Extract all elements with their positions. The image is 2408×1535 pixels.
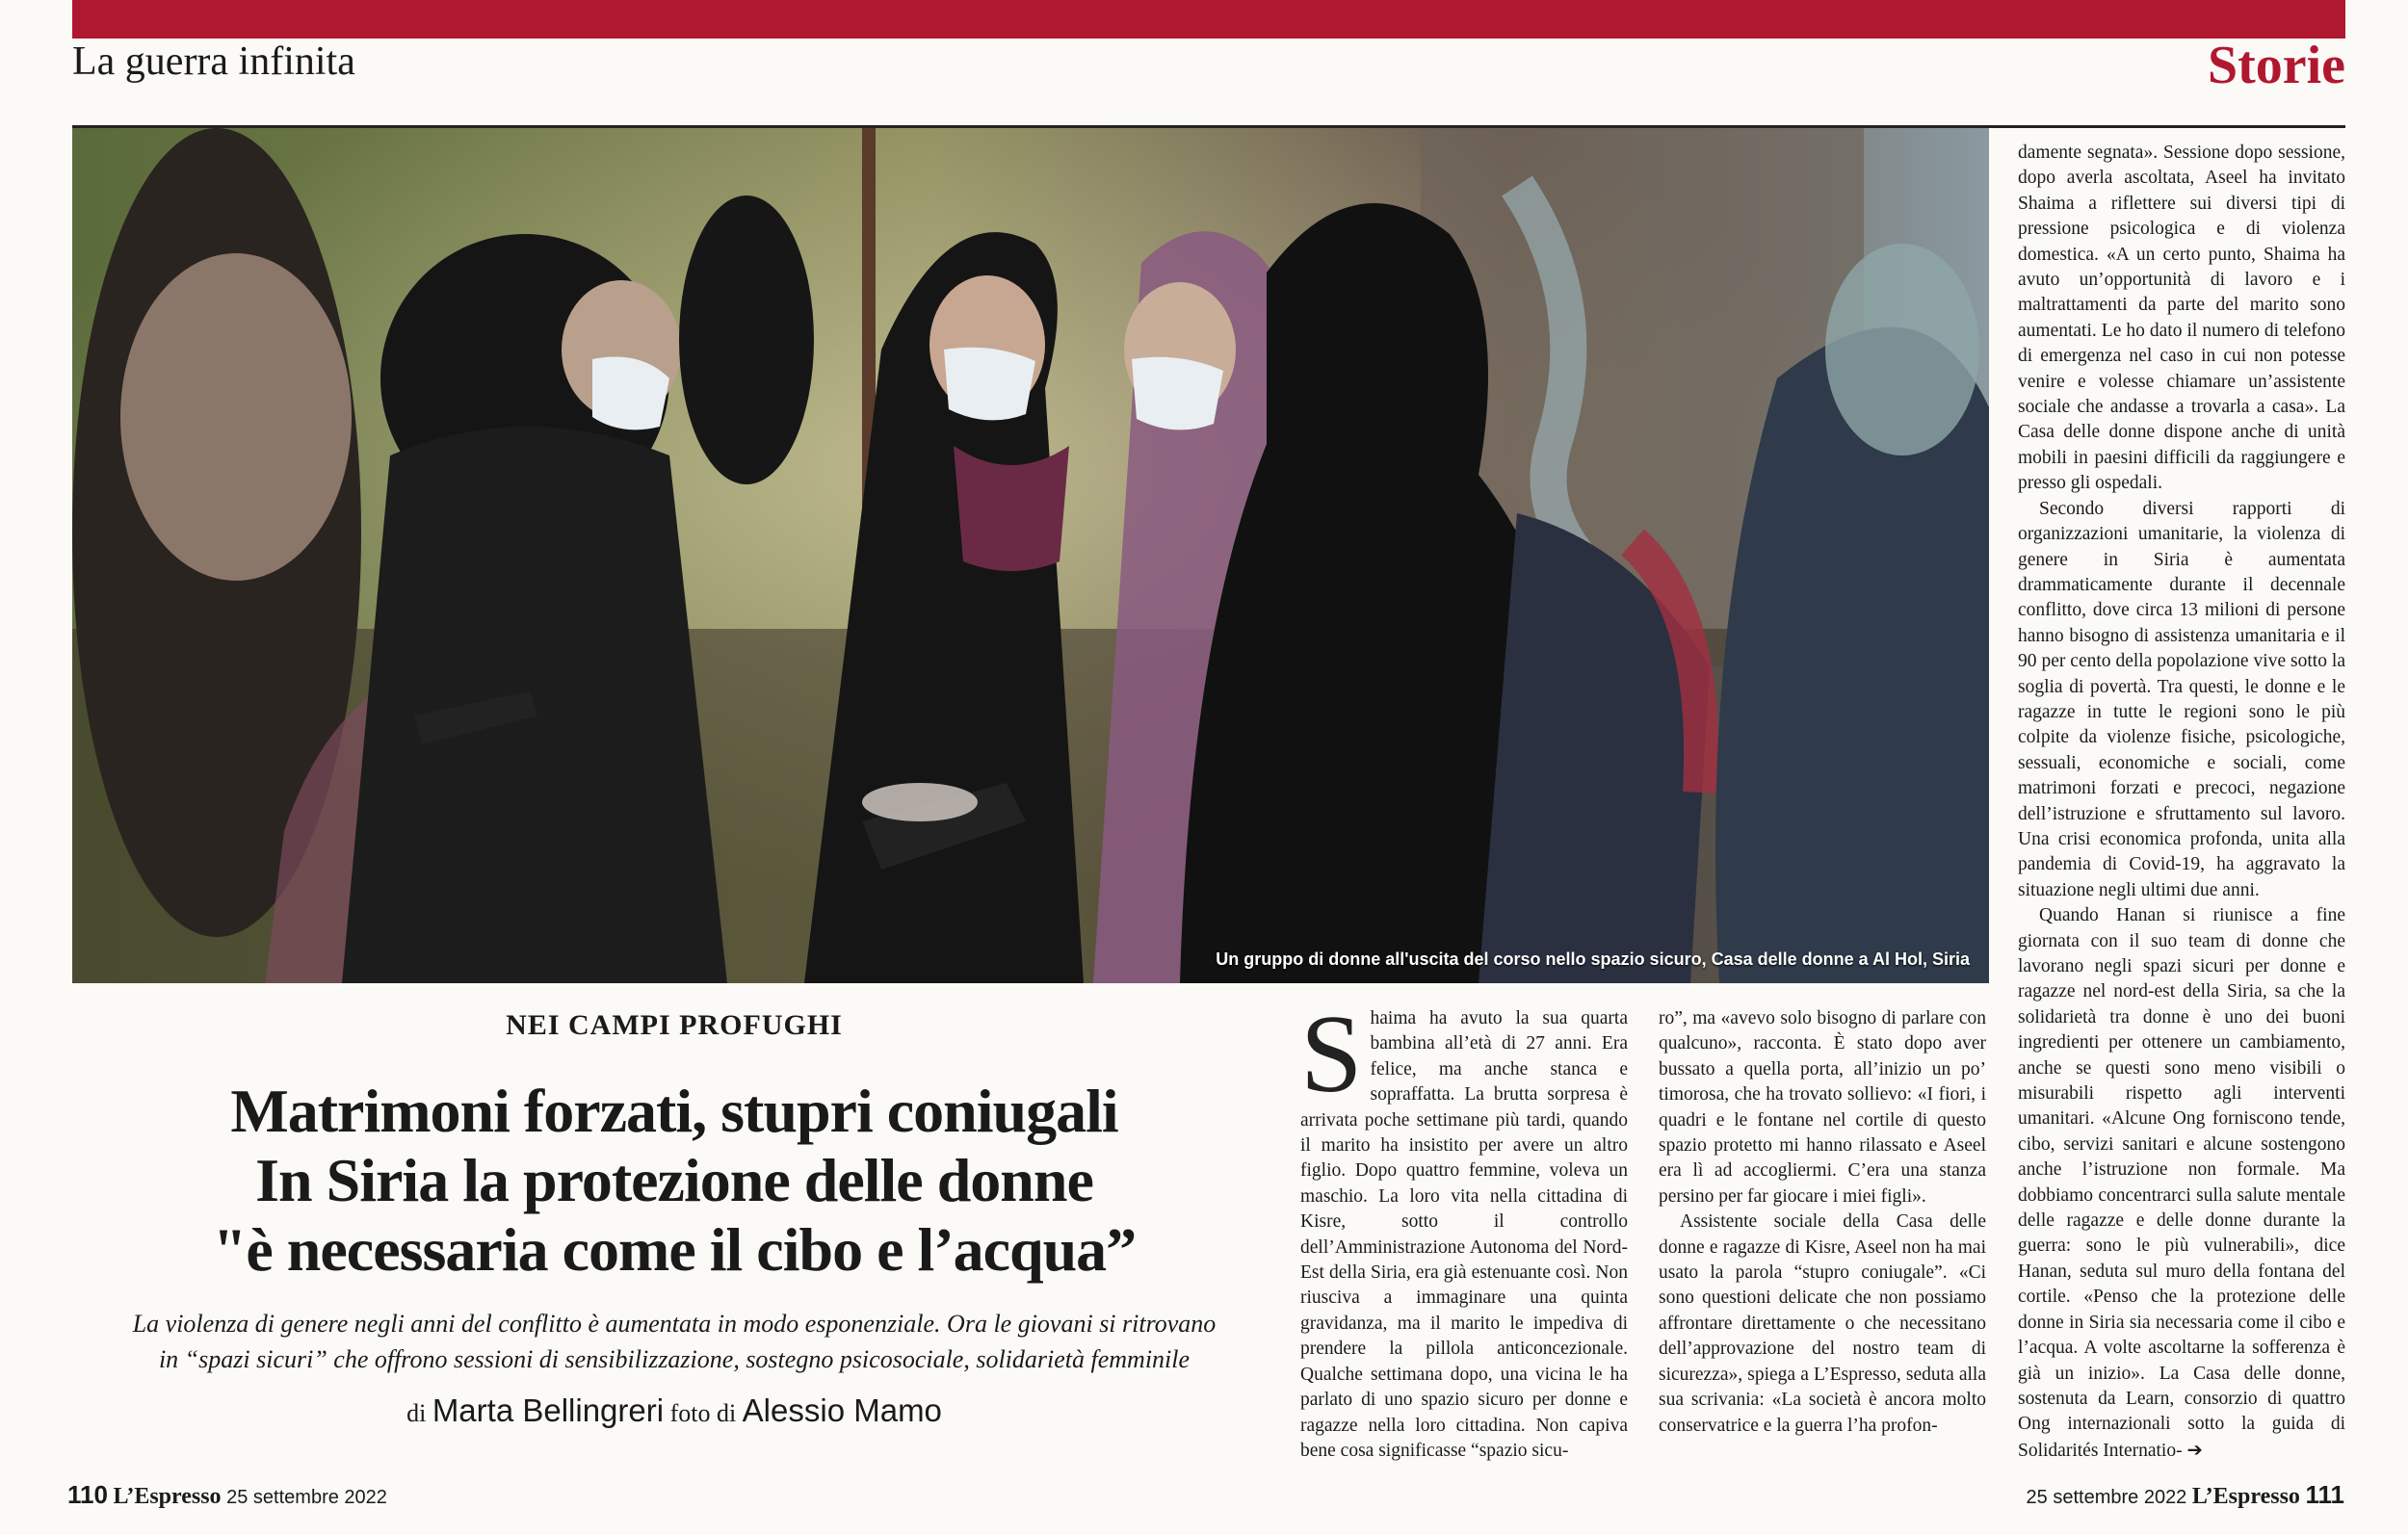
folio-right (2027, 1480, 2344, 1510)
headline-line: Matrimoni forzati, stupri coniugali (230, 1077, 1118, 1145)
author-name: Marta Bellingreri (432, 1392, 665, 1428)
body-column-3 (2018, 141, 2345, 1464)
standfirst-line: La violenza di genere negli anni del conflitto è aumentata in modo esponenziale. Ora le giovani si ritrovano (132, 1310, 1217, 1338)
body-paragraph: Secondo diversi rapporti di organizzazioni umanitarie, la violenza di genere in Siria è aumentata drammaticamente durante il decennale conflitto, dove circa 13 milioni di persone hanno bisogno di assistenza umanitaria e il 90 per cento della popolazione vive sotto la soglia di povertà. Tra questi, le donne e le ragazze in tutte le regioni sono le più colpite da violenze fisiche, psicologiche, sessuali, economiche e sociali, come matrimoni forzati e precoci, negazione dell’istruzione e sfruttamento sul lavoro. Una crisi economica profonda, unita alla pandemia di Covid-19, ha aggravato la situazione negli ultimi due anni. (2018, 498, 2345, 900)
photo-credit-prefix: foto di (669, 1399, 737, 1427)
body-paragraph (2018, 903, 2345, 1464)
magazine-logo-left: L’Espresso (113, 1484, 222, 1509)
body-paragraph: Assistente sociale della Casa delle donne e ragazze di Kisre, Aseel non ha mai usato la parola “stupro coniugale”. «Ci sono questioni delicate che non possiamo affrontare direttamente o che necessitano dell’approvazione del nostro team di sicurezza», spiega a L’Espresso, seduta alla sua scrivania: «La società è ancora molto conservatrice e la guerra l’ha profon- (1659, 1211, 1986, 1436)
body-paragraph: haima ha avuto la sua quarta bambina all’età di 27 anni. Era felice, ma anche stanca e sopraffatta. La brutta sorpresa è arrivata poche settimane più tardi, quando il marito ha insistito per avere un altro figlio. Dopo quattro femmine, voleva un maschio. La loro vita nella cittadina di Kisre, sotto il controllo dell’Amministrazione Autonoma del Nord-Est della Siria, era già estenuante così. Non riusciva a immaginare una quinta gravidanza, ma il marito le impediva di prendere la pillola anticoncezionale. Qualche settimana dopo, una vicina le ha parlato di uno spazio sicuro per donne e ragazze nella loro cittadina. Non capiva bene cosa significasse “spazio sicu- (1300, 1008, 1628, 1461)
page-number-left: 110 (67, 1480, 108, 1509)
body-column-1 (1300, 993, 1628, 1464)
section-label: Storie (2207, 36, 2345, 95)
photo-caption: Un gruppo di donne all'uscita del corso nello spazio sicuro, Casa delle donne a Al Hol, Siria (1216, 950, 1970, 969)
photographer-name: Alessio Mamo (742, 1392, 942, 1428)
article-photo (72, 128, 1989, 983)
body-paragraph: damente segnata». Sessione dopo sessione, dopo averla ascoltata, Aseel ha invitato Shaima a riflettere sui diversi tipi di pressione psicologica e di violenza domestica. «A un certo punto, Shaima ha avuto un’opportunità di lavoro e i maltrattamenti da parte del marito sono aumentati. Le ho dato il numero di telefono di emergenza nel caso in cui non potesse venire e volesse chiamare un’assistente sociale che andasse a trovarla a casa». La Casa delle donne dispone anche di unità mobili in paesini difficili da raggiungere e presso gli ospedali. (2018, 143, 2345, 494)
byline-prefix: di (406, 1399, 427, 1427)
article-standfirst (72, 1306, 1276, 1377)
issue-date-left: 25 settembre 2022 (226, 1487, 387, 1508)
headline-line: "è necessaria come il cibo e l’acqua” (212, 1215, 1137, 1284)
page-number-right: 111 (2305, 1480, 2344, 1509)
issue-date-right: 25 settembre 2022 (2026, 1487, 2187, 1508)
folio-left (67, 1480, 387, 1510)
headline-line: In Siria la protezione delle donne (255, 1146, 1093, 1214)
body-paragraph-text: Quando Hanan si riunisce a fine giornata con il suo team di donne che lavorano negli spazi sicuri per donne e ragazze nel nord-est della Siria, sa che la solidarietà tra donne è uno dei buoni ingredienti per ottenere un cambiamento, anche se questi sono meno visibili o misurabili rispetto agli interventi umanitari. «Alcune Ong forniscono tende, cibo, servizi sanitari e alcune sostengono anche l’istruzione non formale. Ma dobbiamo concentrarci sulla salute mentale delle ragazze e delle donne durante la guerra: sono le più vulnerabili», dice Hanan, seduta sul muro della fontana del cortile. «Penso che la protezione delle donne in Siria sia necessaria come il cibo e l’acqua. A volte ascoltarne la sofferenza è già un inizio». La Casa delle donne, sostenuta da Learn, consorzio di quattro Ong internazionali sotto la guida di Solidarités Internatio- (2018, 905, 2345, 1461)
standfirst-line: in “spazi sicuri” che offrono sessioni di sensibilizzazione, sostegno psicosociale, solidarietà femminile (158, 1345, 1191, 1373)
article-headline (72, 1077, 1276, 1285)
continue-arrow-icon: ➔ (2186, 1438, 2203, 1461)
body-column-2 (1659, 1006, 1986, 1439)
magazine-logo-right: L’Espresso (2191, 1484, 2300, 1509)
photo-illustration (72, 128, 1989, 983)
article-byline (72, 1392, 1276, 1429)
article-kicker: NEI CAMPI PROFUGHI (506, 1009, 843, 1041)
section-title: La guerra infinita (72, 39, 355, 84)
top-color-bar (72, 0, 2345, 39)
drop-cap: S (1300, 993, 1363, 1116)
body-paragraph: ro”, ma «avevo solo bisogno di parlare con qualcuno», racconta. È stato dopo aver bussato a quella porta, all’inizio un po’ timorosa, che ha trovato sollievo: «I fiori, i quadri e le fontane nel cortile di questo spazio protetto mi hanno rilassato e Aseel era lì ad accogliermi. C’era una stanza persino per far giocare i miei figli». (1659, 1008, 1986, 1207)
